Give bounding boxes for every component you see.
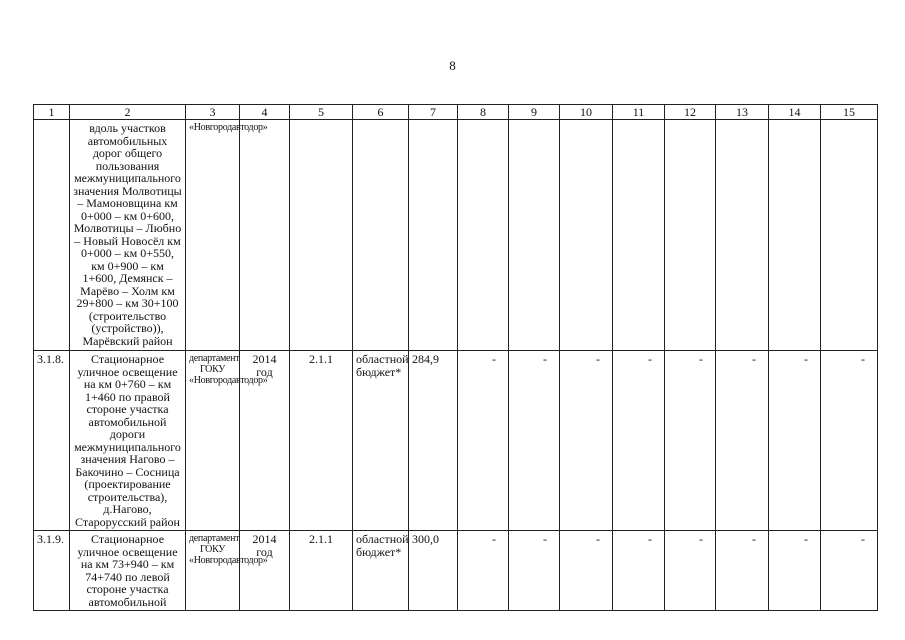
- header-cell: 2: [70, 105, 186, 120]
- data-cell: -: [458, 351, 509, 531]
- header-row: [34, 105, 878, 120]
- data-cell: [509, 120, 560, 351]
- program-table: [33, 104, 878, 611]
- source-cell: областной бюджет*: [353, 531, 409, 611]
- executor-cell: департамент ГОКУ «Новгородавтодор»: [186, 351, 240, 531]
- year-cell: 2014 год: [240, 351, 290, 531]
- data-cell: [560, 120, 613, 351]
- data-cell: [458, 120, 509, 351]
- row-number-cell: 3.1.8.: [34, 351, 70, 531]
- header-cell: 5: [290, 105, 353, 120]
- target-cell: 2.1.1: [290, 531, 353, 611]
- data-cell: [716, 120, 769, 351]
- year-cell: 2014 год: [240, 531, 290, 611]
- header-cell: 15: [821, 105, 878, 120]
- header-cell: 3: [186, 105, 240, 120]
- data-cell: -: [716, 351, 769, 531]
- row-number-cell: [34, 120, 70, 351]
- data-cell: -: [458, 531, 509, 611]
- data-cell: -: [560, 351, 613, 531]
- data-cell: -: [613, 531, 665, 611]
- header-cell: 9: [509, 105, 560, 120]
- header-cell: 1: [34, 105, 70, 120]
- description-cell: Стационарное уличное освещение на км 73+940 – км 74+740 по левой стороне участка автомобильной: [70, 531, 186, 611]
- executor-cell: департамент ГОКУ «Новгородавтодор»: [186, 531, 240, 611]
- data-cell: [665, 120, 716, 351]
- header-cell: 6: [353, 105, 409, 120]
- description-cell: Стационарное уличное освещение на км 0+760 – км 1+460 по правой стороне участка автомобильной дороги межмуниципального значения Нагово – Бакочино – Сосница (проектирование строительства), д.Нагово, Старорусский район: [70, 351, 186, 531]
- data-cell: [821, 120, 878, 351]
- data-cell: -: [821, 531, 878, 611]
- header-cell: 8: [458, 105, 509, 120]
- data-cell: -: [821, 351, 878, 531]
- data-cell: -: [769, 351, 821, 531]
- data-cell: -: [716, 531, 769, 611]
- header-cell: 12: [665, 105, 716, 120]
- data-cell: -: [665, 351, 716, 531]
- target-cell: 2.1.1: [290, 351, 353, 531]
- header-cell: 11: [613, 105, 665, 120]
- source-cell: [353, 120, 409, 351]
- table-row: [34, 531, 878, 611]
- target-cell: [290, 120, 353, 351]
- row-number-cell: 3.1.9.: [34, 531, 70, 611]
- amount-cell: 284,9: [409, 351, 458, 531]
- header-cell: 10: [560, 105, 613, 120]
- header-cell: 13: [716, 105, 769, 120]
- data-cell: -: [613, 351, 665, 531]
- amount-cell: [409, 120, 458, 351]
- data-cell: -: [769, 531, 821, 611]
- data-cell: [613, 120, 665, 351]
- data-cell: -: [665, 531, 716, 611]
- amount-cell: 300,0: [409, 531, 458, 611]
- table-row: [34, 351, 878, 531]
- data-cell: [769, 120, 821, 351]
- header-cell: 14: [769, 105, 821, 120]
- year-cell: [240, 120, 290, 351]
- data-cell: -: [509, 531, 560, 611]
- data-cell: -: [560, 531, 613, 611]
- data-cell: -: [509, 351, 560, 531]
- header-cell: 7: [409, 105, 458, 120]
- header-cell: 4: [240, 105, 290, 120]
- page-number: 8: [449, 58, 456, 73]
- executor-cell: «Новгородавтодор»: [186, 120, 240, 351]
- table-row: [34, 120, 878, 351]
- description-cell: вдоль участков автомобильных дорог общего пользования межмуниципального значения Молвотицы – Мамоновщина км 0+000 – км 0+600, Молвотицы – Любно – Новый Новосёл км 0+000 – км 0+550, км 0+900 – км 1+600, Демянск – Марёво – Холм км 29+800 – км 30+100 (строительство (устройство)), Марёвский район: [70, 120, 186, 351]
- source-cell: областной бюджет*: [353, 351, 409, 531]
